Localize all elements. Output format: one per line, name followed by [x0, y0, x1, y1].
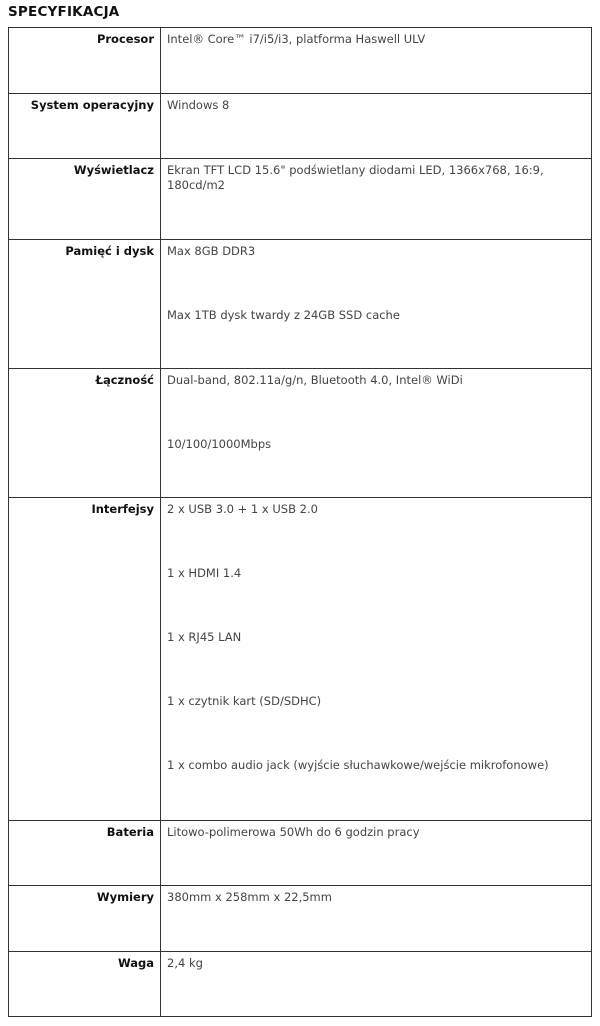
row-label: Bateria — [9, 821, 161, 886]
table-row — [9, 369, 592, 498]
value-line: 2,4 kg — [167, 956, 203, 970]
row-label: Wyświetlacz — [9, 159, 161, 240]
row-label: Pamięć i dysk — [9, 240, 161, 369]
value-line: 1 x combo audio jack (wyjście słuchawkowe/wejście mikrofonowe) — [167, 758, 549, 772]
table-row — [9, 28, 592, 94]
table-row — [9, 886, 592, 952]
value-line: Windows 8 — [167, 98, 230, 112]
row-value — [161, 94, 592, 159]
value-line: Intel® Core™ i7/i5/i3, platforma Haswell ULV — [167, 32, 426, 46]
value-line: Dual-band, 802.11a/g/n, Bluetooth 4.0, Intel® WiDi — [167, 373, 463, 387]
row-value — [161, 821, 592, 886]
row-label: Wymiery — [9, 886, 161, 952]
row-value — [161, 952, 592, 1017]
page-title: SPECYFIKACJA — [8, 4, 120, 20]
value-line: Max 1TB dysk twardy z 24GB SSD cache — [167, 308, 400, 322]
value-line: 1 x RJ45 LAN — [167, 630, 242, 644]
value-line: Litowo-polimerowa 50Wh do 6 godzin pracy — [167, 825, 420, 839]
row-value — [161, 498, 592, 821]
row-label: Procesor — [9, 28, 161, 94]
row-label: Waga — [9, 952, 161, 1017]
value-line: 10/100/1000Mbps — [167, 437, 272, 451]
row-label: Interfejsy — [9, 498, 161, 821]
row-label: System operacyjny — [9, 94, 161, 159]
table-row — [9, 94, 592, 159]
row-label: Łączność — [9, 369, 161, 498]
row-value — [161, 28, 592, 94]
table-row — [9, 952, 592, 1017]
value-line: 2 x USB 3.0 + 1 x USB 2.0 — [167, 502, 318, 516]
specification-table — [8, 27, 592, 1017]
value-line: Max 8GB DDR3 — [167, 244, 256, 258]
table-row — [9, 821, 592, 886]
value-line: 1 x czytnik kart (SD/SDHC) — [167, 694, 322, 708]
table-row — [9, 159, 592, 240]
row-value — [161, 369, 592, 498]
row-value — [161, 240, 592, 369]
row-value — [161, 159, 592, 240]
value-line: 1 x HDMI 1.4 — [167, 566, 242, 580]
row-value — [161, 886, 592, 952]
table-row — [9, 240, 592, 369]
table-row — [9, 498, 592, 821]
value-line: Ekran TFT LCD 15.6" podświetlany diodami LED, 1366x768, 16:9, 180cd/m2 — [167, 163, 544, 192]
value-line: 380mm x 258mm x 22,5mm — [167, 890, 332, 904]
